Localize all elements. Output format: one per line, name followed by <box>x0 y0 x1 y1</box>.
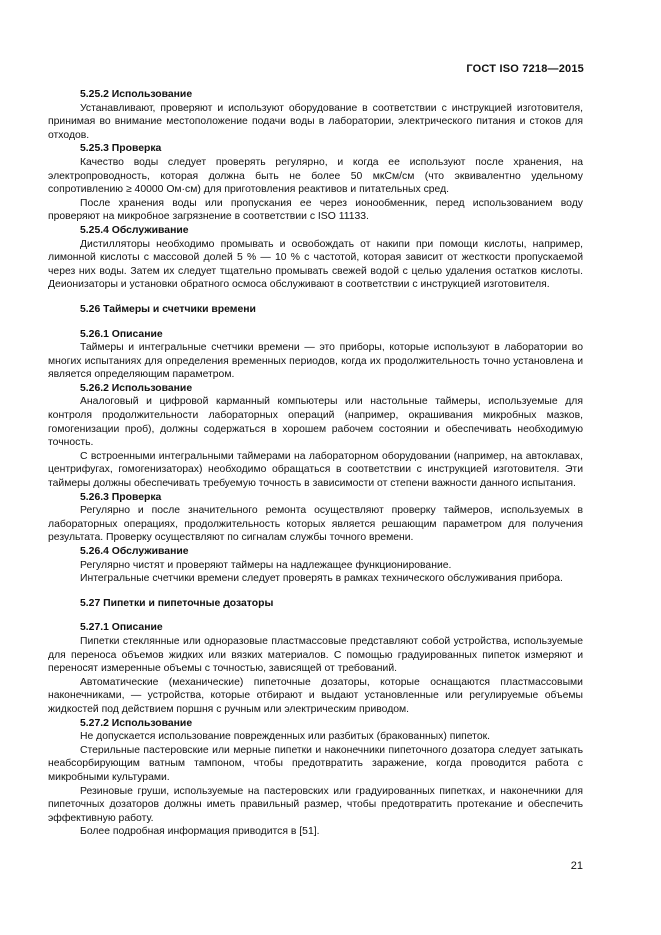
section-heading: 5.27 Пипетки и пипеточные дозаторы <box>80 597 274 609</box>
subsection-heading: 5.26.2 Использование <box>80 382 193 394</box>
body-paragraph: Аналоговый и цифровой карманный компьютеры или настольные таймеры, используемые для контроля продолжительности лабораторных операций (например, окрашивания микробных мазков, гомогенизации проб), должны содержаться в хорошем рабочем состоянии и обеспечивать необходимую точность. <box>48 396 583 449</box>
page-number: 21 <box>570 860 583 872</box>
body-paragraph: Не допускается использование поврежденных или разбитых (бракованных) пипеток. <box>80 731 491 743</box>
body-paragraph: Резиновые груши, используемые на пастеровских или градуированных пипетках, и наконечники для пипеточных дозаторов должны иметь правильный размер, чтобы предотвратить протекание и обеспечить эффективную работу. <box>48 785 583 824</box>
body-paragraph: Более подробная информация приводится в [51]. <box>80 826 320 838</box>
subsection-heading: 5.25.2 Использование <box>80 89 193 100</box>
subsection-heading: 5.26.1 Описание <box>80 328 163 340</box>
body-paragraph: Регулярно и после значительного ремонта осуществляют проверку таймеров, используемых в лабораторных операциях, продолжительность которых является решающим параметром для получения результата. Проверку осуществляют по сигналам службы точного времени. <box>48 505 583 544</box>
subsection-heading: 5.27.2 Использование <box>80 717 193 729</box>
subsection-heading: 5.26.4 Обслуживание <box>80 546 189 557</box>
body-paragraph: Регулярно чистят и проверяют таймеры на надлежащее функционирование. <box>80 559 452 571</box>
body-paragraph: С встроенными интегральными таймерами на лабораторном оборудовании (например, на автоклавах, центрифугах, гомогенизаторах) необходимо обращаться в соответствии с инструкцией изготовителя. Эти таймеры должны обеспечивать требуемую точность в зависимости от степени важности данного испытания. <box>48 450 583 490</box>
body-paragraph: Дистилляторы необходимо промывать и освобождать от накипи при помощи кислоты, например, лимонной кислоты с массовой долей 5 % — 10 % с частотой, которая зависит от жесткости пропускаемой через них воды. Затем их следует тщательно промывать свежей водой с целью удаления остатков кислоты. Деионизаторы и установки обратного осмоса обслуживают в соответствии с инструкцией изготовителя. <box>48 238 583 291</box>
subsection-heading: 5.25.4 Обслуживание <box>80 224 189 236</box>
body-paragraph: Пипетки стеклянные или одноразовые пластмассовые представляют собой устройства, используемые для переноса объемов жидких или вязких материалов. С помощью градуированных пипеток измеряют и переносят измеренные объемы с точностью, зависящей от требований. <box>48 635 583 675</box>
body-paragraph: После хранения воды или пропускания ее через ионообменник, перед использованием воду проверяют на микробное загрязнение в соответствии с ISO 11133. <box>48 197 583 223</box>
body-paragraph: Устанавливают, проверяют и используют оборудование в соответствии с инструкцией изготовителя, принимая во внимание местоположение подачи воды в лаборатории, электрического питания и стоков для отходов. <box>48 102 583 141</box>
body-paragraph: Качество воды следует проверять регулярно, и когда ее используют после хранения, на электропроводность, которая должна быть не более 50 мкСм/см (что эквивалентно удельному сопротивлению ≥ 40000 Ом·см) для приготовления реактивов и питательных сред. <box>48 156 583 196</box>
standard-header: ГОСТ ISO 7218—2015 <box>466 63 584 75</box>
document-body <box>48 88 583 839</box>
body-paragraph: Стерильные пастеровские или мерные пипетки и наконечники пипеточного дозатора следует затыкать неабсорбирующим ватным тампоном, чтобы предотвратить заражение, когда проводится работа с микробными культурами. <box>48 744 583 783</box>
subsection-heading: 5.27.1 Описание <box>80 622 163 634</box>
body-paragraph: Интегральные счетчики времени следует проверять в рамках технического обслуживания прибора. <box>80 573 563 585</box>
section-heading: 5.26 Таймеры и счетчики времени <box>80 303 256 315</box>
body-paragraph: Таймеры и интегральные счетчики времени — это приборы, которые используют в лаборатории во многих испытаниях для определения временных периодов, когда их продолжительность точно установлена и является определяющим параметром. <box>48 342 583 381</box>
subsection-heading: 5.25.3 Проверка <box>80 143 162 155</box>
body-paragraph: Автоматические (механические) пипеточные дозаторы, которые оснащаются пластмассовыми наконечниками, — устройства, которые отбирают и выдают установленные или регулируемые объемы жидкостей под действием поршня с ручным или электрическим приводом. <box>48 676 583 715</box>
subsection-heading: 5.26.3 Проверка <box>80 491 162 503</box>
